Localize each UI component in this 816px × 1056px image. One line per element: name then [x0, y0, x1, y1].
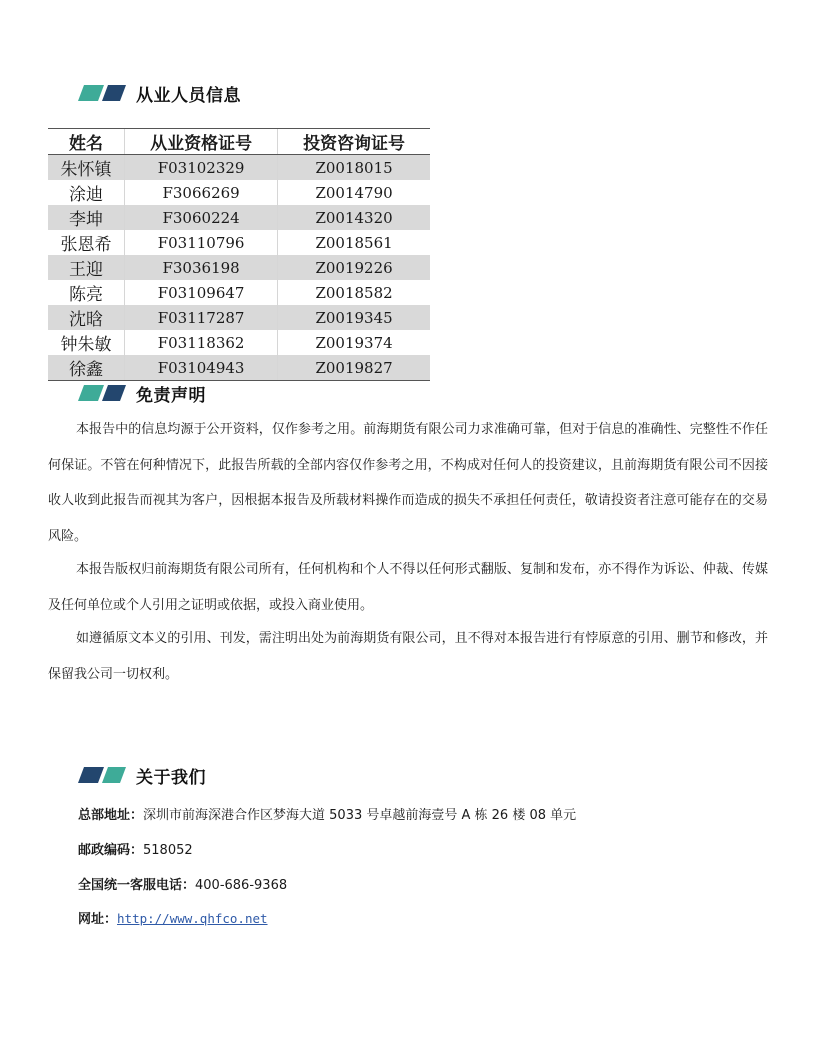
- address-label: 总部地址：: [78, 808, 144, 823]
- consulting-cell: Z0019374: [278, 330, 430, 355]
- name-cell: 钟朱敏: [60, 335, 112, 355]
- table-row: [48, 255, 430, 280]
- website-link[interactable]: http://www.qhfco.net: [117, 911, 268, 926]
- consulting-cell: Z0018582: [278, 280, 430, 305]
- table-header-row: [48, 129, 430, 155]
- column-header: 姓名: [48, 129, 125, 155]
- table-row: [48, 180, 430, 205]
- name-cell: 朱怀镇: [48, 155, 125, 181]
- qualification-cell: F03110796: [125, 230, 278, 255]
- name-cell: 涂迪: [69, 185, 104, 205]
- qualification-cell: F03117287: [125, 305, 278, 330]
- copyright-paragraph: 本报告版权归前海期货有限公司所有，任何机构和个人不得以任何形式翻版、复制和发布，亦不得作为诉讼、仲裁、传媒及任何单位或个人引用之证明或依据，或投入商业使用。: [48, 562, 768, 613]
- website-label: 网址：: [78, 912, 118, 927]
- name-cell: 张恩希: [60, 235, 112, 255]
- table-row: [48, 355, 430, 381]
- postcode-line: [78, 839, 193, 858]
- disclaimer-paragraph: 本报告中的信息均源于公开资料，仅作参考之用。前海期货有限公司力求准确可靠，但对于信息的准确性、完整性不作任何保证。不管在何种情况下，此报告所载的全部内容仅作参考之用，不构成对任何人的投资建议，且前海期货有限公司不因接收人收到此报告而视其为客户，因根据本报告及所载材料操作而造成的损失不承担任何责任，敬请投资者注意可能存在的交易风险。: [48, 422, 768, 544]
- table-row: [48, 330, 430, 355]
- section-title: 免责声明: [136, 385, 206, 406]
- column-header: 从业资格证号: [125, 129, 278, 155]
- name-cell: 陈亮: [69, 285, 104, 305]
- section-marker-icon: [78, 765, 126, 785]
- qualification-cell: F03104943: [125, 355, 278, 381]
- website-line: [78, 908, 268, 927]
- section-title: 关于我们: [136, 767, 206, 788]
- consulting-cell: Z0014790: [278, 180, 430, 205]
- address-value: 深圳市前海深港合作区梦海大道 5033 号卓越前海壹号 A 栋 26 楼 08 单元: [143, 808, 577, 823]
- name-cell: 沈晗: [48, 305, 125, 330]
- table-row: [48, 155, 430, 181]
- table-row: [48, 280, 430, 305]
- column-header: 投资咨询证号: [278, 129, 430, 155]
- consulting-cell: Z0019226: [278, 255, 430, 280]
- section-header-staff: [78, 80, 241, 106]
- table-row: [48, 205, 430, 230]
- table-row: [48, 305, 430, 330]
- section-marker-icon: [78, 83, 126, 103]
- hotline-label: 全国统一客服电话：: [78, 878, 196, 893]
- consulting-cell: Z0019345: [278, 305, 430, 330]
- hotline-value: 400-686-9368: [195, 878, 288, 893]
- consulting-cell: Z0019827: [278, 355, 430, 381]
- name-cell: 王迎: [48, 255, 125, 280]
- qualification-cell: F3066269: [125, 180, 278, 205]
- hotline-line: [78, 874, 287, 893]
- qualification-cell: F03118362: [125, 330, 278, 355]
- postcode-label: 邮政编码：: [78, 843, 144, 858]
- citation-paragraph: 如遵循原文本义的引用、刊发，需注明出处为前海期货有限公司，且不得对本报告进行有悖原意的引用、删节和修改，并保留我公司一切权利。: [48, 631, 768, 682]
- address-line: [78, 804, 576, 823]
- section-header-about: [78, 762, 206, 788]
- section-header-disclaimer: [78, 380, 206, 406]
- section-title: 从业人员信息: [136, 85, 241, 106]
- consulting-cell: Z0014320: [278, 205, 430, 230]
- table-row: [48, 230, 430, 255]
- name-cell: 徐鑫: [48, 355, 125, 381]
- qualification-cell: F3036198: [125, 255, 278, 280]
- consulting-cell: Z0018561: [278, 230, 430, 255]
- staff-table: [48, 128, 430, 381]
- section-marker-icon: [78, 383, 126, 403]
- qualification-cell: F3060224: [125, 205, 278, 230]
- qualification-cell: F03102329: [125, 155, 278, 181]
- postcode-value: 518052: [143, 843, 193, 858]
- qualification-cell: F03109647: [125, 280, 278, 305]
- consulting-cell: Z0018015: [278, 155, 430, 181]
- name-cell: 李坤: [48, 205, 125, 230]
